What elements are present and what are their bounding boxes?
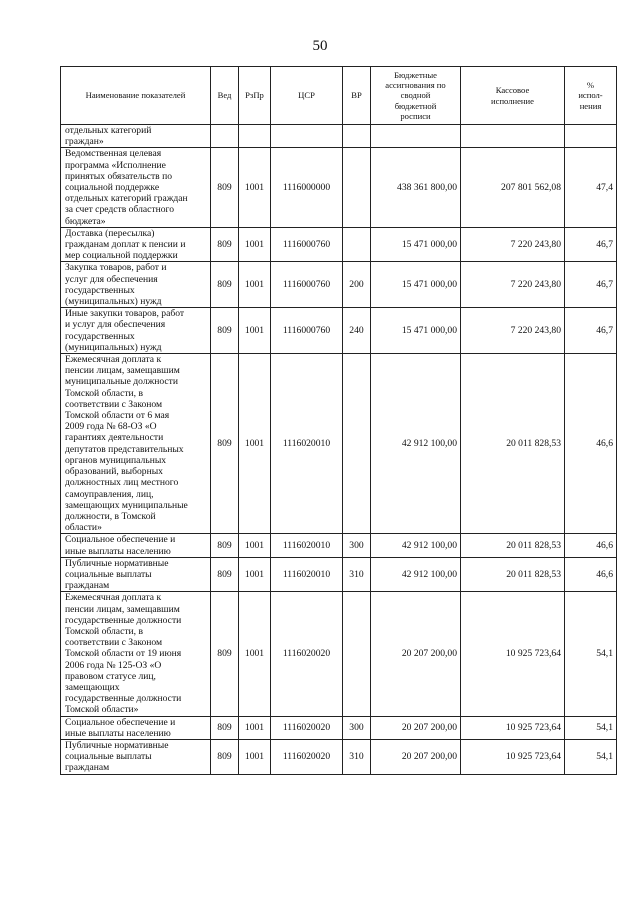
cash-execution-cell: 10 925 723,64 <box>461 592 565 716</box>
target-article-cell: 1116020010 <box>271 534 343 557</box>
department-cell: 809 <box>211 354 239 534</box>
department-cell: 809 <box>211 557 239 592</box>
header-indicator-name: Наименование показателей <box>61 67 211 125</box>
budget-allocation-cell: 15 471 000,00 <box>371 262 461 308</box>
target-article-cell: 1116020010 <box>271 354 343 534</box>
cash-execution-cell: 7 220 243,80 <box>461 227 565 262</box>
expense-type-cell: 300 <box>343 716 371 739</box>
target-article-cell: 1116000760 <box>271 227 343 262</box>
indicator-name-cell: Доставка (пересылка) гражданам доплат к пенсии и мер социальной поддержки <box>61 227 211 262</box>
department-cell: 809 <box>211 262 239 308</box>
execution-percent-cell <box>565 125 617 148</box>
table-row <box>61 125 617 148</box>
header-budget-allocations: Бюджетные ассигнования по сводной бюджетной росписи <box>371 67 461 125</box>
target-article-cell: 1116020020 <box>271 592 343 716</box>
section-cell: 1001 <box>239 308 271 354</box>
expense-type-cell: 310 <box>343 739 371 774</box>
department-cell: 809 <box>211 308 239 354</box>
section-cell: 1001 <box>239 739 271 774</box>
budget-execution-table <box>60 66 617 775</box>
table-header-row <box>61 67 617 125</box>
execution-percent-cell: 47,4 <box>565 148 617 227</box>
budget-allocation-cell: 438 361 800,00 <box>371 148 461 227</box>
table-row <box>61 354 617 534</box>
execution-percent-cell: 46,7 <box>565 308 617 354</box>
execution-percent-cell: 54,1 <box>565 739 617 774</box>
indicator-name-cell: отдельных категорий граждан» <box>61 125 211 148</box>
target-article-cell: 1116020010 <box>271 557 343 592</box>
cash-execution-cell: 20 011 828,53 <box>461 557 565 592</box>
target-article-cell: 1116020020 <box>271 716 343 739</box>
indicator-name-cell: Публичные нормативные социальные выплаты гражданам <box>61 557 211 592</box>
cash-execution-cell: 10 925 723,64 <box>461 739 565 774</box>
header-cash-execution: Кассовое исполнение <box>461 67 565 125</box>
department-cell: 809 <box>211 739 239 774</box>
indicator-name-cell: Иные закупки товаров, работ и услуг для обеспечения государственных (муниципальных) нужд <box>61 308 211 354</box>
budget-allocation-cell: 20 207 200,00 <box>371 716 461 739</box>
section-cell: 1001 <box>239 354 271 534</box>
table-row <box>61 227 617 262</box>
table-row <box>61 592 617 716</box>
department-cell: 809 <box>211 716 239 739</box>
department-cell: 809 <box>211 592 239 716</box>
section-cell: 1001 <box>239 534 271 557</box>
budget-allocation-cell: 20 207 200,00 <box>371 592 461 716</box>
table-row <box>61 148 617 227</box>
expense-type-cell <box>343 592 371 716</box>
execution-percent-cell: 54,1 <box>565 592 617 716</box>
indicator-name-cell: Закупка товаров, работ и услуг для обеспечения государственных (муниципальных) нужд <box>61 262 211 308</box>
table-row <box>61 262 617 308</box>
cash-execution-cell: 7 220 243,80 <box>461 262 565 308</box>
section-cell: 1001 <box>239 148 271 227</box>
budget-allocation-cell: 42 912 100,00 <box>371 354 461 534</box>
budget-allocation-cell: 15 471 000,00 <box>371 227 461 262</box>
budget-allocation-cell: 15 471 000,00 <box>371 308 461 354</box>
cash-execution-cell: 20 011 828,53 <box>461 354 565 534</box>
department-cell <box>211 125 239 148</box>
cash-execution-cell: 20 011 828,53 <box>461 534 565 557</box>
table-row <box>61 716 617 739</box>
budget-allocation-cell: 42 912 100,00 <box>371 534 461 557</box>
table-row <box>61 534 617 557</box>
expense-type-cell: 300 <box>343 534 371 557</box>
table-row <box>61 557 617 592</box>
expense-type-cell <box>343 125 371 148</box>
cash-execution-cell: 207 801 562,08 <box>461 148 565 227</box>
section-cell: 1001 <box>239 592 271 716</box>
execution-percent-cell: 54,1 <box>565 716 617 739</box>
target-article-cell: 1116000000 <box>271 148 343 227</box>
expense-type-cell <box>343 148 371 227</box>
execution-percent-cell: 46,6 <box>565 534 617 557</box>
section-cell: 1001 <box>239 227 271 262</box>
table-body <box>61 125 617 775</box>
expense-type-cell <box>343 227 371 262</box>
execution-percent-cell: 46,6 <box>565 354 617 534</box>
indicator-name-cell: Социальное обеспечение и иные выплаты населению <box>61 716 211 739</box>
budget-allocation-cell: 20 207 200,00 <box>371 739 461 774</box>
cash-execution-cell <box>461 125 565 148</box>
target-article-cell <box>271 125 343 148</box>
header-target-article: ЦСР <box>271 67 343 125</box>
header-expense-type: ВР <box>343 67 371 125</box>
expense-type-cell: 200 <box>343 262 371 308</box>
budget-allocation-cell: 42 912 100,00 <box>371 557 461 592</box>
section-cell <box>239 125 271 148</box>
execution-percent-cell: 46,7 <box>565 262 617 308</box>
expense-type-cell: 310 <box>343 557 371 592</box>
section-cell: 1001 <box>239 262 271 308</box>
section-cell: 1001 <box>239 557 271 592</box>
expense-type-cell <box>343 354 371 534</box>
department-cell: 809 <box>211 148 239 227</box>
table-row <box>61 739 617 774</box>
indicator-name-cell: Ежемесячная доплата к пенсии лицам, замещавшим муниципальные должности Томской области, в соответствии с Законом Томской области от 6 мая 2009 года № 68-ОЗ «О гарантиях деятельности депутатов представительных органов муниципальных образований, выборных должностных лиц местного самоуправления, лиц, замещающих муниципальные должности, в Томской области» <box>61 354 211 534</box>
expense-type-cell: 240 <box>343 308 371 354</box>
table-row <box>61 308 617 354</box>
indicator-name-cell: Ведомственная целевая программа «Исполнение принятых обязательств по социальной поддержке отдельных категорий граждан за счет средств областного бюджета» <box>61 148 211 227</box>
header-section: РзПр <box>239 67 271 125</box>
department-cell: 809 <box>211 534 239 557</box>
department-cell: 809 <box>211 227 239 262</box>
indicator-name-cell: Ежемесячная доплата к пенсии лицам, замещавшим государственные должности Томской области, в соответствии с Законом Томской области от 19 июня 2006 года № 125-ОЗ «О правовом статусе лиц, замещающих государственные должности Томской области» <box>61 592 211 716</box>
indicator-name-cell: Публичные нормативные социальные выплаты гражданам <box>61 739 211 774</box>
target-article-cell: 1116000760 <box>271 262 343 308</box>
cash-execution-cell: 7 220 243,80 <box>461 308 565 354</box>
section-cell: 1001 <box>239 716 271 739</box>
execution-percent-cell: 46,7 <box>565 227 617 262</box>
header-department: Вед <box>211 67 239 125</box>
budget-allocation-cell <box>371 125 461 148</box>
execution-percent-cell: 46,6 <box>565 557 617 592</box>
cash-execution-cell: 10 925 723,64 <box>461 716 565 739</box>
target-article-cell: 1116020020 <box>271 739 343 774</box>
target-article-cell: 1116000760 <box>271 308 343 354</box>
header-execution-percent: % испол- нения <box>565 67 617 125</box>
page-number: 50 <box>312 38 328 54</box>
indicator-name-cell: Социальное обеспечение и иные выплаты населению <box>61 534 211 557</box>
